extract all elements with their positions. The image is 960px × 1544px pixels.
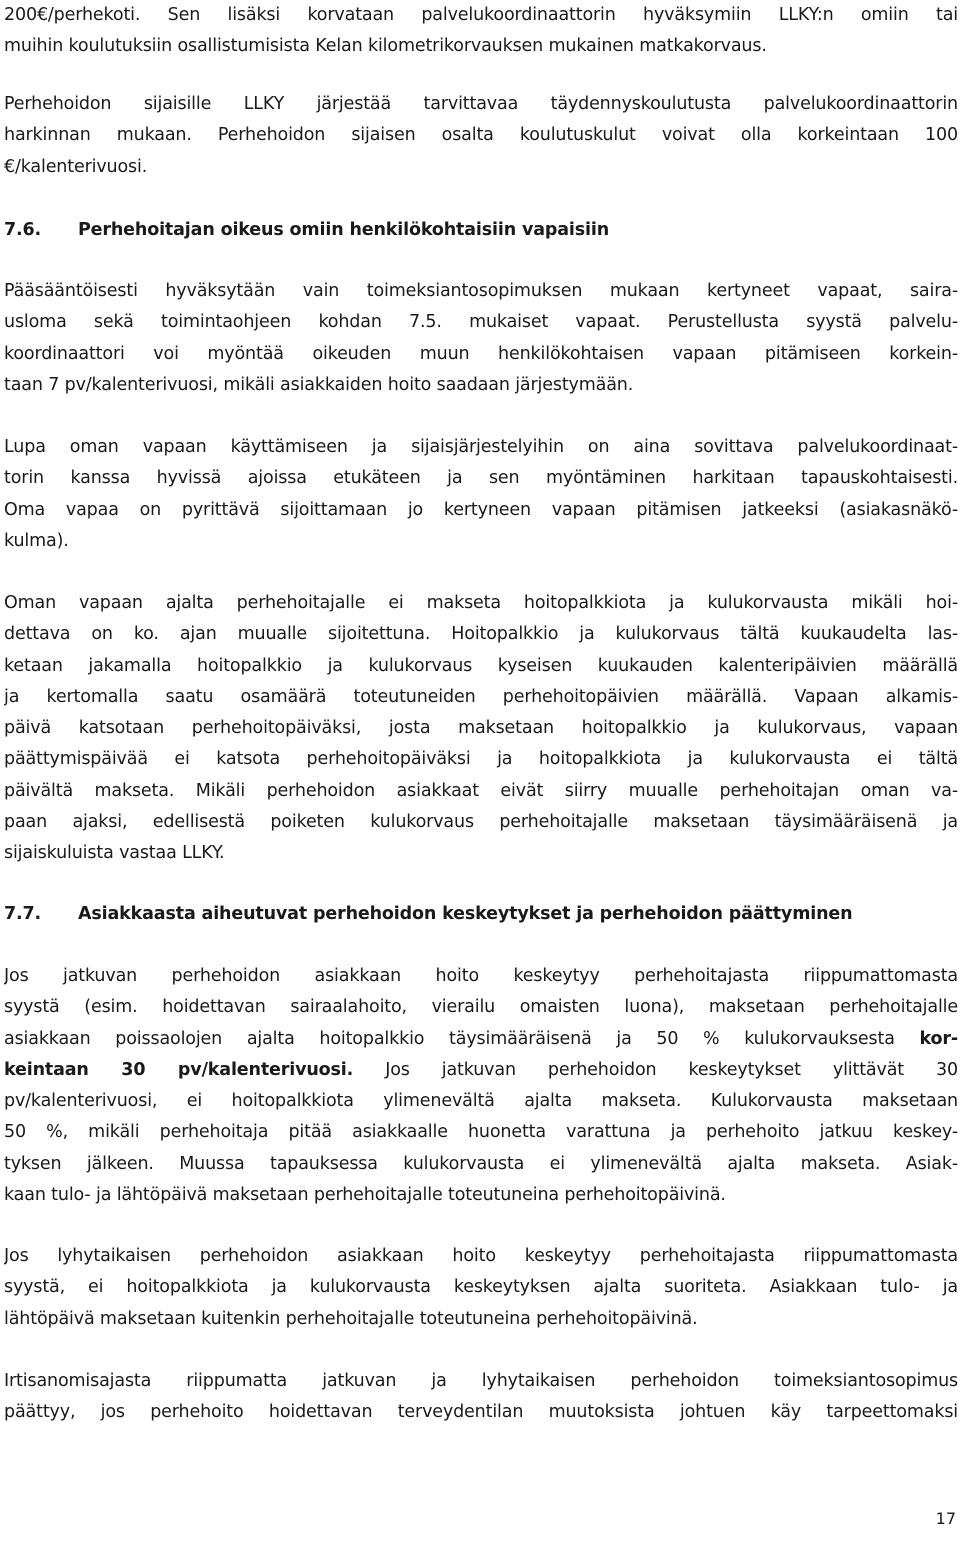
text-line: pv/kalenterivuosi, ei hoitopalkkiota ylimenevältä ajalta makseta. Kulukorvausta maksetaan: [4, 1091, 958, 1112]
bold-text: keintaan 30 pv/kalenterivuosi.: [4, 1059, 354, 1080]
section-number: 7.6.: [4, 220, 42, 240]
text-line: päättymispäivää ei katsota perhehoitopäiväksi ja hoitopalkkiota ja kulukorvausta ei tältä: [4, 749, 958, 770]
text-line: usloma sekä toimintaohjeen kohdan 7.5. mukaiset vapaat. Perustellusta syystä palvelu-: [4, 312, 958, 333]
text-segment: Jos jatkuvan perhehoidon keskeytykset ylittävät 30: [353, 1059, 958, 1080]
text-line: paan ajaksi, edellisestä poiketen kulukorvaus perhehoitajalle maksetaan täysimääräisenä ja: [4, 812, 958, 833]
paragraph-substitute-training: [4, 89, 958, 183]
text-line: muihin koulutuksiin osallistumisista Kelan kilometrikorvauksen mukainen matkakorvaus.: [4, 36, 767, 57]
text-line: Jos lyhytaikaisen perhehoidon asiakkaan hoito keskeytyy perhehoitajasta riippumattomasta: [4, 1246, 958, 1266]
section-title: Perhehoitajan oikeus omiin henkilökohtaisiin vapaisiin: [78, 220, 610, 240]
text-line: Perhehoidon sijaisille LLKY järjestää tarvittavaa täydennyskoulutusta palvelukoordinaattorin: [4, 94, 958, 114]
text-line: syystä, ei hoitopalkkiota ja kulukorvausta keskeytyksen ajalta suoriteta. Asiakkaan tulo- ja: [4, 1277, 958, 1298]
text-line: ketaan jakamalla hoitopalkkio ja kulukorvaus kyseisen kuukauden kalenteripäivien määrällä: [4, 655, 958, 676]
text-line: Lupa oman vapaan käyttämiseen ja sijaisjärjestelyihin on aina sovittava palvelukoordinaat-: [4, 437, 958, 457]
text-line: 200€/perhekoti. Sen lisäksi korvataan palvelukoordinaattorin hyväksymiin LLKY:n omiin tai: [4, 5, 958, 25]
text-line: [4, 1055, 958, 1086]
section-heading-7-7: [4, 898, 958, 930]
section-number: 7.7.: [4, 904, 42, 924]
text-line: €/kalenterivuosi.: [4, 156, 148, 177]
paragraph-short-term-interruption: [4, 1241, 958, 1335]
paragraph-training-compensation: [4, 0, 958, 63]
page-number: 17: [935, 1509, 956, 1528]
text-line: sijaiskuluista vastaa LLKY.: [4, 843, 225, 864]
text-line: kulma).: [4, 530, 69, 551]
bold-text: kor-: [919, 1028, 958, 1049]
text-line: kaan tulo- ja lähtöpäivä maksetaan perhehoitajalle toteutuneina perhehoitopäivinä.: [4, 1185, 726, 1206]
section-heading-7-6: [4, 214, 958, 246]
text-line: 50 %, mikäli perhehoitaja pitää asiakkaalle huonetta varattuna ja perhehoito jatkuu keskey-: [4, 1122, 958, 1143]
text-line: Oman vapaan ajalta perhehoitajalle ei makseta hoitopalkkiota ja kulukorvausta mikäli hoi-: [4, 593, 958, 613]
text-line: syystä (esim. hoidettavan sairaalahoito, vierailu omaisten luona), maksetaan perhehoitajalle: [4, 997, 958, 1018]
text-line: koordinaattori voi myöntää oikeuden muun henkilökohtaisen vapaan pitämiseen korkein-: [4, 343, 958, 364]
text-line: dettava on ko. ajan muualle sijoitettuna. Hoitopalkkio ja kulukorvaus tältä kuukaudelta las-: [4, 624, 958, 645]
section-title: Asiakkaasta aiheutuvat perhehoidon keskeytykset ja perhehoidon päättyminen: [78, 904, 853, 924]
paragraph-termination: [4, 1366, 958, 1429]
paragraph-leave-permission: [4, 432, 958, 557]
paragraph-leave-payment: [4, 588, 958, 870]
paragraph-continuous-care-interruption: [4, 961, 958, 1211]
text-line: harkinnan mukaan. Perhehoidon sijaisen osalta koulutuskulut voivat olla korkeintaan 100: [4, 125, 958, 146]
text-line: torin kanssa hyvissä ajoissa etukäteen ja sen myöntäminen harkitaan tapauskohtaisesti.: [4, 468, 958, 489]
text-line: päivältä makseta. Mikäli perhehoidon asiakkaat eivät siirry muualle perhehoitajan oman va-: [4, 780, 958, 801]
text-line: Pääsääntöisesti hyväksytään vain toimeksiantosopimuksen mukaan kertyneet vapaat, saira-: [4, 281, 958, 301]
text-line: Jos jatkuvan perhehoidon asiakkaan hoito keskeytyy perhehoitajasta riippumattomasta: [4, 966, 958, 986]
paragraph-leave-rules: [4, 276, 958, 401]
text-line: ja kertomalla saatu osamäärä toteutuneiden perhehoitopäivien määrällä. Vapaan alkamis-: [4, 686, 958, 707]
text-line: lähtöpäivä maksetaan kuitenkin perhehoitajalle toteutuneina perhehoitopäivinä.: [4, 1308, 698, 1329]
text-segment: asiakkaan poissaolojen ajalta hoitopalkkio täysimääräisenä ja 50 % kulukorvauksesta: [4, 1028, 895, 1049]
text-line: Irtisanomisajasta riippumatta jatkuvan ja lyhytaikaisen perhehoidon toimeksiantosopimus: [4, 1371, 958, 1391]
text-line: päivä katsotaan perhehoitopäiväksi, josta maksetaan hoitopalkkio ja kulukorvaus, vapaan: [4, 718, 958, 739]
text-line: taan 7 pv/kalenterivuosi, mikäli asiakkaiden hoito saadaan järjestymään.: [4, 374, 634, 395]
text-line: tyksen jälkeen. Muussa tapauksessa kulukorvausta ei ylimenevältä ajalta makseta. Asiak-: [4, 1153, 958, 1174]
text-line: Oma vapaa on pyrittävä sijoittamaan jo kertyneen vapaan pitämisen jatkeeksi (asiakasnäkö-: [4, 499, 958, 520]
text-line: päättyy, jos perhehoito hoidettavan terveydentilan muutoksista johtuen käy tarpeettomaksi: [4, 1402, 958, 1423]
text-line: [4, 1024, 958, 1055]
